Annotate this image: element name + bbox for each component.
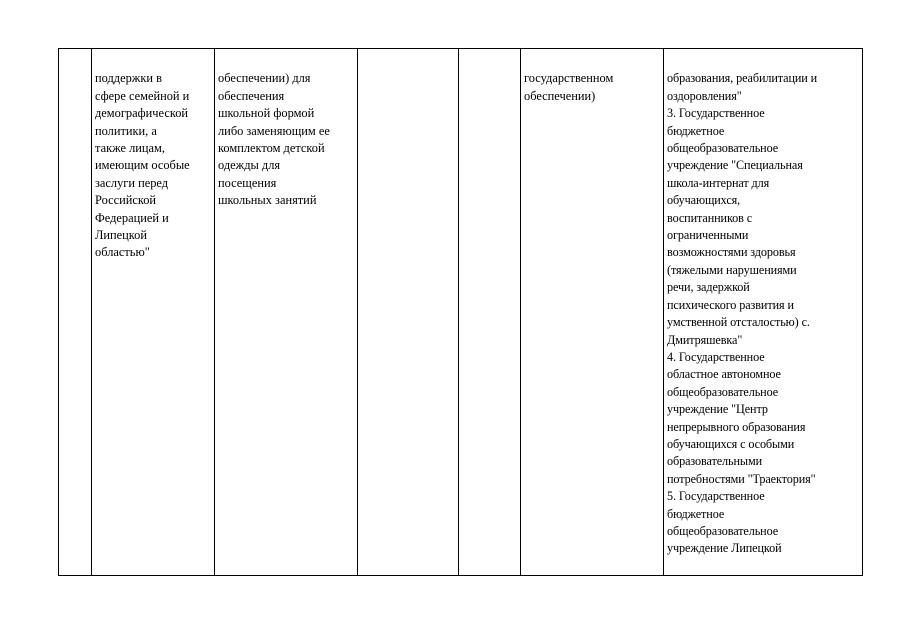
document-table — [58, 48, 863, 576]
table-row — [59, 49, 863, 576]
table-cell-empty-5 — [459, 49, 521, 576]
cell-text: обеспечении) для обеспечения школьной формой либо заменяющим ее комплектом детской одежды для посещения школьных занятий — [218, 71, 330, 208]
table-cell-number — [59, 49, 92, 576]
table-cell-legal-basis — [521, 49, 664, 576]
table-cell-recipient-category — [92, 49, 215, 576]
cell-text: поддержки в сфере семейной и демографической политики, а также лицам, имеющим особые заслуги перед Российской Федерацией и Липецкой областью" — [95, 71, 190, 260]
table-cell-empty-4 — [358, 49, 459, 576]
table-cell-institutions — [664, 49, 863, 576]
table-cell-measure-description — [215, 49, 358, 576]
cell-text: образования, реабилитации и оздоровления" 3. Государственное бюджетное общеобразовательное учреждение "Специальная школа-интернат для обучающихся, воспитанников с ограниченными возможностями здоровья (тяжелыми нарушениями речи, задержкой психического развития и умственной отсталостью) с. Дмитряшевка" 4. Государственное областное автономное общеобразовательное учреждение "Центр непрерывного образования обучающихся с особыми образовательными потребностями "Траектория" 5. Государственное бюджетное общеобразовательное учреждение Липецкой — [667, 71, 818, 556]
cell-text: государственном обеспечении) — [524, 71, 614, 103]
